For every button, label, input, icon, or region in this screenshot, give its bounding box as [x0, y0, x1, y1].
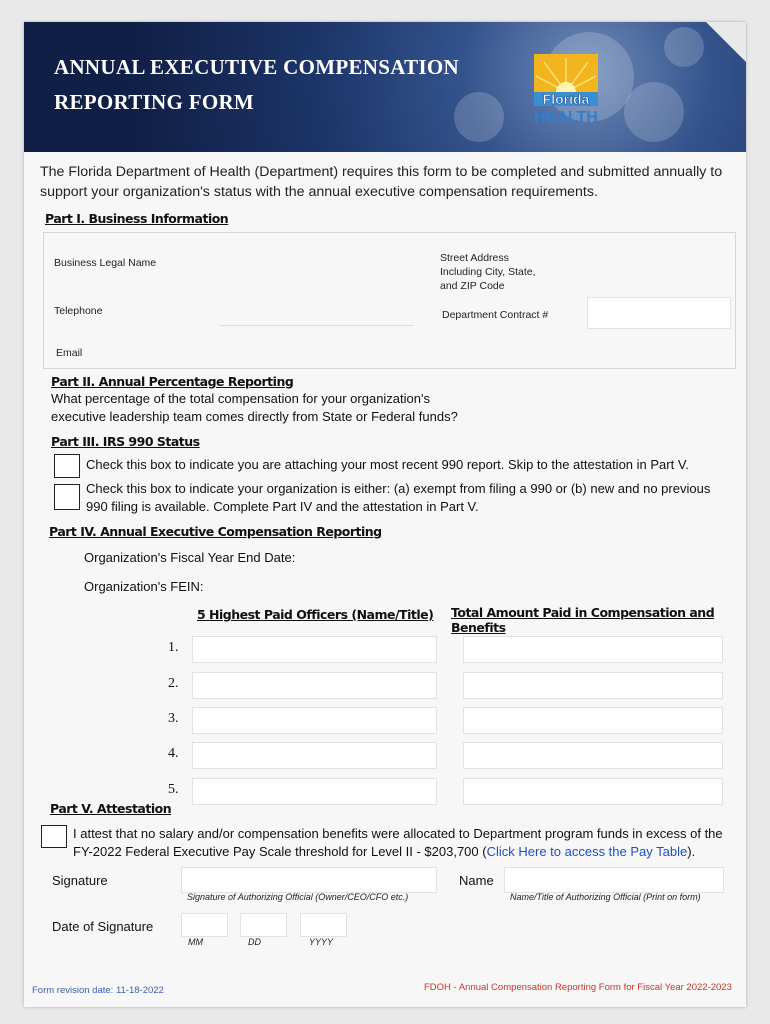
- part5-heading: Part V. Attestation: [50, 801, 172, 816]
- business-info-box: [43, 232, 736, 369]
- pay-table-link[interactable]: Click Here to access the Pay Table: [486, 844, 688, 859]
- row-number: 2.: [168, 676, 179, 691]
- total-column-header: Total Amount Paid in Compensation and Benefits: [451, 605, 715, 635]
- email-label: Email: [56, 347, 83, 359]
- mm-caption: MM: [188, 937, 203, 947]
- header-banner: [24, 22, 746, 152]
- intro-paragraph: The Florida Department of Health (Department) requires this form to be completed and submitted annually to support your organization's status with the annual executive compensation requirements.: [40, 164, 723, 200]
- date-yyyy-field[interactable]: [300, 913, 347, 937]
- page-curl: [706, 22, 746, 62]
- business-legal-name-field[interactable]: [219, 247, 439, 279]
- officer-field-3[interactable]: [192, 707, 437, 734]
- part4-heading: Part IV. Annual Executive Compensation Reporting: [49, 524, 382, 539]
- total-field-4[interactable]: [463, 742, 723, 769]
- fiscal-year-label: Organization's Fiscal Year End Date:: [84, 550, 296, 565]
- yyyy-caption: YYYY: [309, 937, 334, 947]
- form-revision-date: Form revision date: 11-18-2022: [32, 985, 164, 996]
- exempt-990-checkbox[interactable]: [54, 484, 80, 510]
- street-address-field[interactable]: [589, 247, 729, 291]
- part2-heading: Part II. Annual Percentage Reporting: [51, 374, 294, 389]
- row-number: 1.: [168, 640, 179, 655]
- telephone-label: Telephone: [54, 305, 103, 317]
- name-caption: Name/Title of Authorizing Official (Print on form): [510, 892, 701, 902]
- part1-heading: Part I. Business Information: [45, 211, 229, 226]
- svg-text:Florida: Florida: [542, 91, 590, 107]
- attach-990-label: Check this box to indicate you are attaching your most recent 990 report. Skip to the attestation in Part V.: [86, 457, 689, 472]
- name-label: Name: [459, 873, 494, 888]
- officer-field-5[interactable]: [192, 778, 437, 805]
- attestation-text: I attest that no salary and/or compensation benefits were allocated to Department program funds in excess of the FY-2022 Federal Executive Pay Scale threshold for Level II - $203,700 (Click Here to access the Pay Table).: [73, 826, 723, 859]
- total-field-5[interactable]: [463, 778, 723, 805]
- signature-field[interactable]: [181, 867, 437, 893]
- percentage-field[interactable]: [534, 394, 684, 424]
- svg-text:HEALTH: HEALTH: [534, 109, 598, 126]
- officer-field-1[interactable]: [192, 636, 437, 663]
- total-field-2[interactable]: [463, 672, 723, 699]
- telephone-field[interactable]: [219, 297, 414, 326]
- percentage-question: What percentage of the total compensation for your organization's executive leadership team comes directly from State or Federal funds?: [51, 391, 458, 424]
- department-contract-label: Department Contract #: [442, 309, 549, 321]
- business-legal-name-label: Business Legal Name: [54, 257, 157, 269]
- row-number: 5.: [168, 782, 179, 797]
- officers-column-header: 5 Highest Paid Officers (Name/Title): [197, 607, 434, 622]
- total-field-1[interactable]: [463, 636, 723, 663]
- date-mm-field[interactable]: [181, 913, 228, 937]
- street-address-label: Street Address Including City, State, and ZIP Code: [440, 252, 536, 292]
- attestation-checkbox[interactable]: [41, 825, 67, 848]
- form-title: ANNUAL EXECUTIVE COMPENSATION REPORTING FORM: [54, 55, 460, 114]
- department-contract-field[interactable]: [587, 297, 731, 329]
- form-page: [24, 22, 746, 1007]
- fein-field[interactable]: [224, 573, 424, 599]
- exempt-990-label: Check this box to indicate your organization is either: (a) exempt from filing a 990 or (b) new and no previous 990 filing is available. Complete Part IV and the attestation in Part V.: [86, 481, 711, 514]
- signature-label: Signature: [52, 873, 108, 888]
- attach-990-checkbox[interactable]: [54, 454, 80, 478]
- total-field-3[interactable]: [463, 707, 723, 734]
- date-dd-field[interactable]: [240, 913, 287, 937]
- dd-caption: DD: [248, 937, 261, 947]
- signature-caption: Signature of Authorizing Official (Owner/CEO/CFO etc.): [187, 892, 409, 902]
- officer-field-2[interactable]: [192, 672, 437, 699]
- row-number: 4.: [168, 746, 179, 761]
- fein-label: Organization's FEIN:: [84, 579, 204, 594]
- fiscal-year-field[interactable]: [304, 544, 504, 570]
- email-field[interactable]: [219, 337, 519, 363]
- officer-field-4[interactable]: [192, 742, 437, 769]
- part3-heading: Part III. IRS 990 Status: [51, 434, 200, 449]
- footer-form-name: FDOH - Annual Compensation Reporting Form for Fiscal Year 2022-2023: [424, 982, 732, 993]
- name-title-field[interactable]: [504, 867, 724, 893]
- date-of-signature-label: Date of Signature: [52, 919, 154, 934]
- row-number: 3.: [168, 711, 179, 726]
- florida-health-logo: [532, 52, 600, 128]
